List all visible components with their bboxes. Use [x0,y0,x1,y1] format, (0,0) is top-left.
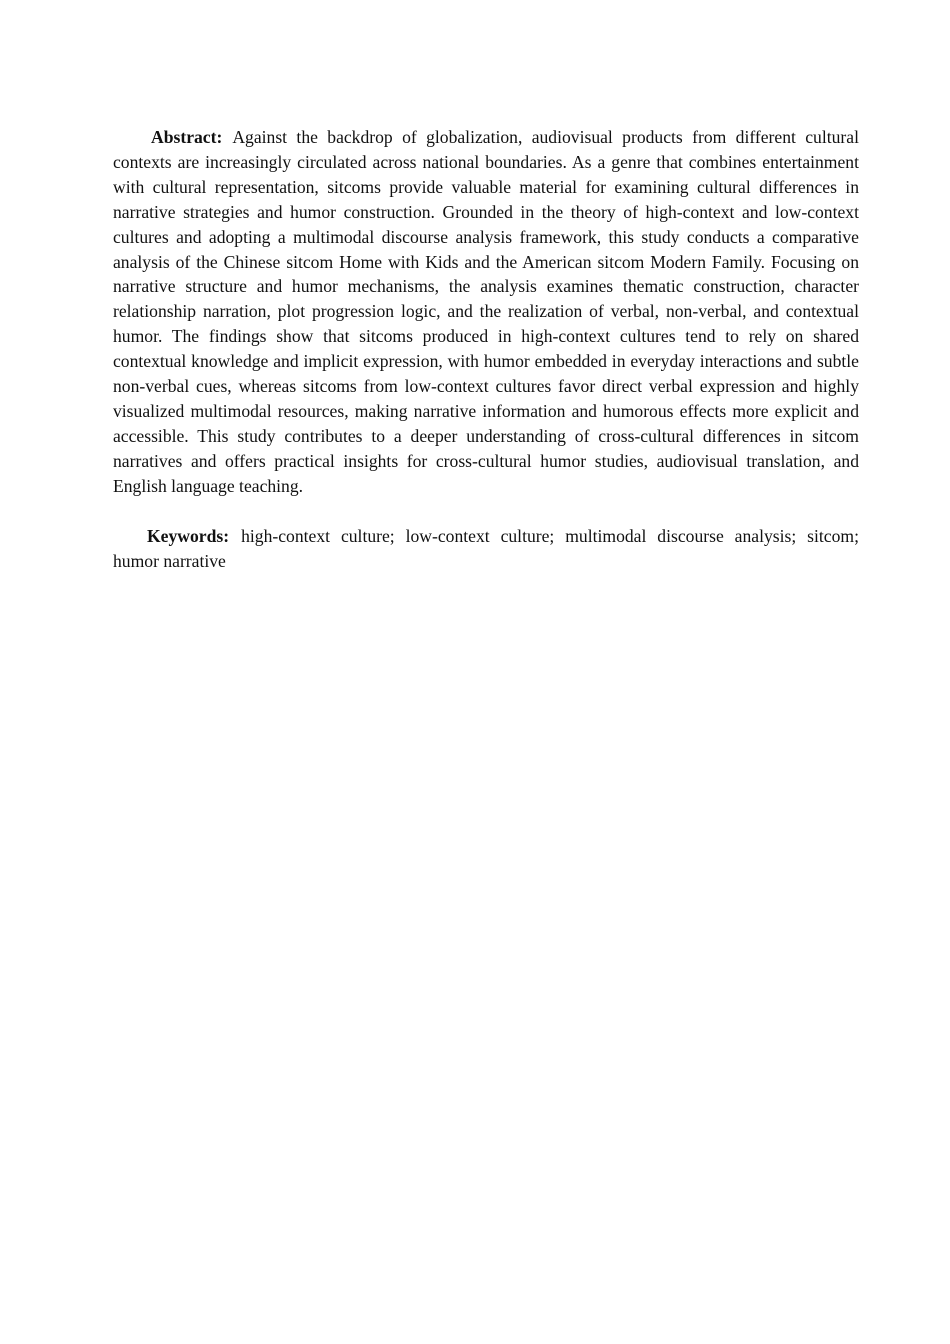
abstract-paragraph [113,125,859,499]
abstract-text: Against the backdrop of globalization, audiovisual products from different cultural contexts are increasingly circulated across national boundaries. As a genre that combines entertainment with cultural representation, sitcoms provide valuable material for examining cultural differences in narrative strategies and humor construction. Grounded in the theory of high-context and low-context cultures and adopting a multimodal discourse analysis framework, this study conducts a comparative analysis of the Chinese sitcom Home with Kids and the American sitcom Modern Family. Focusing on narrative structure and humor mechanisms, the analysis examines thematic construction, character relationship narration, plot progression logic, and the realization of verbal, non-verbal, and contextual humor. The findings show that sitcoms produced in high-context cultures tend to rely on shared contextual knowledge and implicit expression, with humor embedded in everyday interactions and subtle non-verbal cues, whereas sitcoms from low-context cultures favor direct verbal expression and highly visualized multimodal resources, making narrative information and humorous effects more explicit and accessible. This study contributes to a deeper understanding of cross-cultural differences in sitcom narratives and offers practical insights for cross-cultural humor studies, audiovisual translation, and English language teaching. [113,127,859,496]
keywords-paragraph [113,524,859,574]
abstract-label: Abstract: [151,127,223,147]
keywords-text: high-context culture; low-context culture; multimodal discourse analysis; sitcom; humor narrative [113,526,859,571]
keywords-label: Keywords: [147,526,230,546]
